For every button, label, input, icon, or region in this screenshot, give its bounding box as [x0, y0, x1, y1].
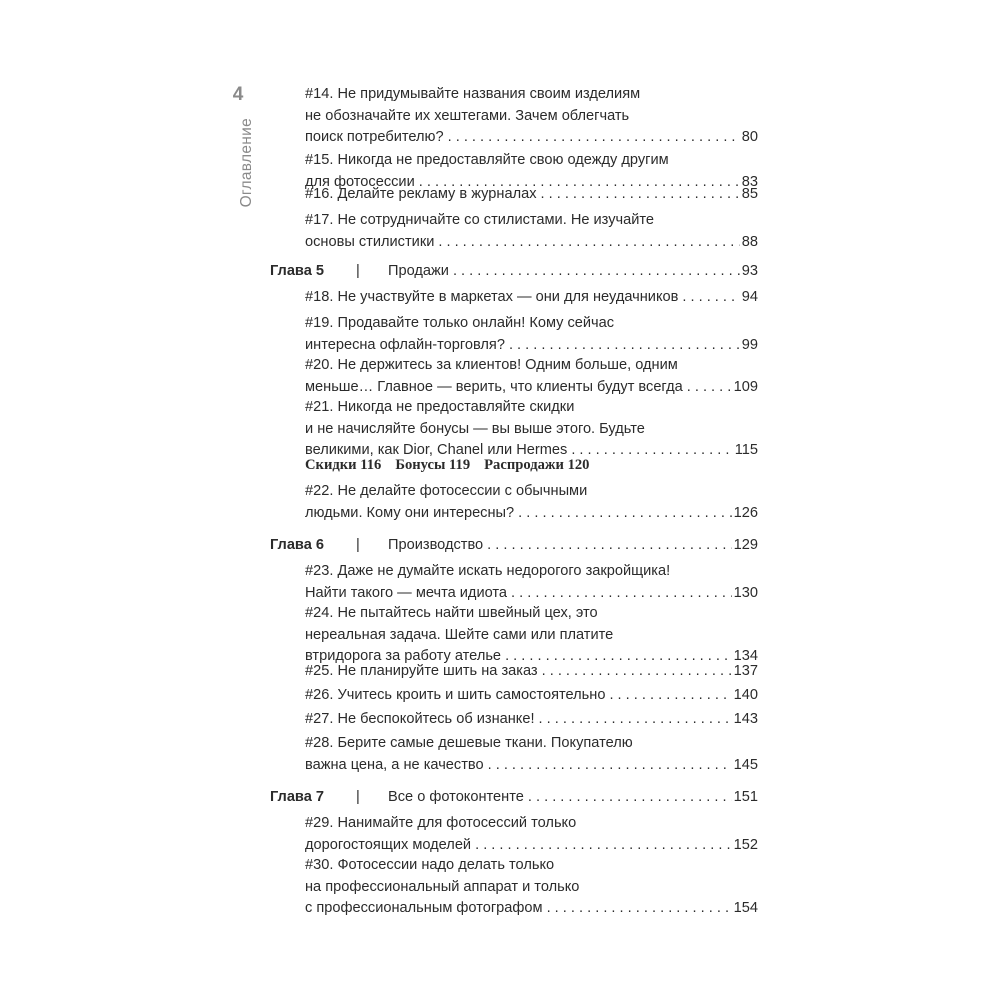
dot-leader: [453, 261, 740, 283]
toc-entry-text: втридорога за работу ателье: [305, 648, 502, 665]
chapter-label: Глава 5: [270, 263, 324, 279]
toc-entry-last-line: [305, 335, 758, 357]
toc-entry[interactable]: [305, 603, 758, 668]
dot-leader: [438, 232, 739, 254]
toc-page-number: 134: [733, 648, 758, 665]
chapter-title: Производство: [388, 537, 484, 553]
toc-entry-last-line: [305, 377, 758, 399]
toc-entry-text: на профессиональный аппарат и только: [305, 878, 580, 895]
toc-entry-text: нереальная задача. Шейте сами или платите: [305, 626, 614, 643]
chapter-separator: |: [356, 537, 360, 553]
toc-entry[interactable]: [305, 210, 758, 253]
chapter-label: Глава 7: [270, 789, 324, 805]
toc-entry-last-line: [305, 898, 758, 920]
dot-leader: [511, 583, 732, 605]
toc-entry-last-line: [305, 232, 758, 254]
toc-entry-last-line: [305, 661, 758, 683]
running-head: Оглавление: [238, 118, 255, 208]
toc-page-number: 130: [733, 584, 758, 601]
toc-entry-text: #29. Нанимайте для фотосессий только: [305, 815, 577, 831]
dot-leader: [488, 755, 732, 777]
toc-entry-text: #24. Не пытайтесь найти швейный цех, это: [305, 605, 598, 621]
toc-entry[interactable]: [305, 481, 758, 524]
toc-entry-text: #18. Не участвуйте в маркетах — они для неудачников: [305, 289, 679, 305]
dot-leader: [528, 787, 732, 809]
dot-leader: [542, 661, 732, 683]
toc-entry-last-line: [305, 287, 758, 309]
chapter-separator: |: [356, 263, 360, 279]
subsection-page: 116: [360, 457, 382, 473]
dot-leader: [475, 835, 732, 857]
toc-entry-last-line: [305, 583, 758, 605]
subsection-page: 120: [567, 457, 590, 473]
toc-page-number: 88: [741, 233, 758, 250]
subsection-item[interactable]: [305, 457, 381, 473]
dot-leader: [547, 898, 732, 920]
toc-entry[interactable]: [305, 84, 758, 149]
dot-leader: [541, 184, 740, 206]
toc-page-number: 94: [741, 289, 758, 305]
toc-entry-text: важна цена, а не качество: [305, 756, 484, 773]
toc-entry-text: #17. Не сотрудничайте со стилистами. Не изучайте: [305, 212, 655, 228]
chapter-heading[interactable]: [270, 261, 758, 283]
toc-entry-text: с профессиональным фотографом: [305, 900, 543, 917]
toc-entry-text: великими, как Dior, Chanel или Hermes: [305, 442, 568, 459]
toc-entry-text: #23. Даже не думайте искать недорогого закройщика!: [305, 563, 671, 579]
page-number: 4: [232, 84, 244, 105]
toc-entry-text: #25. Не планируйте шить на заказ: [305, 663, 538, 679]
subsection-item[interactable]: [395, 457, 470, 473]
toc-page-number: 126: [733, 504, 758, 521]
toc-page-number: 143: [733, 711, 758, 727]
toc-entry[interactable]: [305, 355, 758, 398]
toc-page-number: 129: [733, 537, 758, 553]
toc-entry-text: интересна офлайн-торговля?: [305, 336, 505, 353]
toc-entry-text: #22. Не делайте фотосессии с обычными: [305, 483, 588, 499]
toc-entry-text: #16. Делайте рекламу в журналах: [305, 186, 537, 202]
subsection-item[interactable]: [484, 457, 589, 473]
toc-entry-text: людьми. Кому они интересны?: [305, 504, 515, 521]
subsection-label: Скидки: [305, 457, 357, 473]
dot-leader: [609, 685, 731, 707]
toc-entry[interactable]: [305, 733, 758, 776]
subsection-label: Распродажи: [484, 457, 564, 473]
toc-page-number: 99: [741, 336, 758, 353]
chapter-title: Продажи: [388, 263, 449, 279]
toc-entry[interactable]: [305, 813, 758, 856]
toc-page-number: 145: [733, 756, 758, 773]
toc-page-number: 140: [733, 687, 758, 703]
toc-entry-text: основы стилистики: [305, 233, 435, 250]
toc-page-number: 80: [741, 129, 758, 146]
toc-page-number: 83: [741, 173, 758, 190]
toc-page-number: 93: [741, 263, 758, 279]
subsection-label: Бонусы: [395, 457, 446, 473]
toc-entry[interactable]: [305, 313, 758, 356]
subsection-page: 119: [449, 457, 471, 473]
toc-entry-text: #20. Не держитесь за клиентов! Одним больше, одним: [305, 357, 678, 373]
toc-page-number: 137: [733, 663, 758, 679]
toc-entry[interactable]: [305, 685, 758, 707]
toc-entry-text: не обозначайте их хештегами. Зачем облегчать: [305, 107, 630, 124]
toc-entry-last-line: [305, 127, 758, 149]
toc-entry-last-line: [305, 835, 758, 857]
dot-leader: [509, 335, 740, 357]
toc-entry-text: #19. Продавайте только онлайн! Кому сейчас: [305, 315, 615, 331]
toc-entry[interactable]: [305, 397, 758, 462]
toc-entry-text: #26. Учитесь кроить и шить самостоятельно: [305, 687, 606, 703]
toc-page-number: 151: [733, 789, 758, 805]
toc-entry-text: и не начисляйте бонусы — вы выше этого. Будьте: [305, 420, 645, 437]
toc-entry[interactable]: [305, 287, 758, 309]
toc-page-number: 152: [733, 836, 758, 853]
subsection-line: [305, 455, 603, 477]
toc-entry[interactable]: [305, 661, 758, 683]
dot-leader: [518, 503, 731, 525]
toc-entry-text: #30. Фотосессии надо делать только: [305, 857, 555, 873]
toc-entry-text: #27. Не беспокойтесь об изнанке!: [305, 711, 535, 727]
toc-entry-last-line: [305, 755, 758, 777]
toc-page-number: 154: [733, 900, 758, 917]
toc-entry-last-line: [305, 709, 758, 731]
toc-entry[interactable]: [305, 184, 758, 206]
toc-entry-last-line: [305, 685, 758, 707]
toc-entry-text: Найти такого — мечта идиота: [305, 584, 508, 601]
toc-page-number: 109: [733, 378, 758, 395]
toc-entry-text: #14. Не придумывайте названия своим изделиям: [305, 86, 641, 102]
chapter-separator: |: [356, 789, 360, 805]
chapter-heading[interactable]: [270, 787, 758, 809]
toc-entry-text: для фотосессии: [305, 173, 415, 190]
toc-page-number: 115: [734, 442, 758, 459]
toc-entry-last-line: [305, 503, 758, 525]
dot-leader: [687, 377, 732, 399]
toc-entry[interactable]: [305, 709, 758, 731]
chapter-heading[interactable]: [270, 535, 758, 557]
toc-entry-text: дорогостоящих моделей: [305, 836, 472, 853]
dot-leader: [448, 127, 740, 149]
chapter-label: Глава 6: [270, 537, 324, 553]
toc-entry[interactable]: [305, 561, 758, 604]
toc-entry[interactable]: [305, 855, 758, 920]
toc-entry-text: поиск потребителю?: [305, 129, 444, 146]
toc-entry-text: #21. Никогда не предоставляйте скидки: [305, 399, 575, 415]
dot-leader: [487, 535, 731, 557]
toc-entry-last-line: [305, 184, 758, 206]
toc-page-number: 85: [741, 186, 758, 202]
chapter-title: Все о фотоконтенте: [388, 789, 524, 805]
dot-leader: [539, 709, 732, 731]
toc-entry-text: меньше… Главное — верить, что клиенты будут всегда: [305, 378, 683, 395]
toc-entry-text: #15. Никогда не предоставляйте свою одежду другим: [305, 152, 669, 168]
toc-entry-text: #28. Берите самые дешевые ткани. Покупателю: [305, 735, 633, 751]
dot-leader: [682, 287, 739, 309]
